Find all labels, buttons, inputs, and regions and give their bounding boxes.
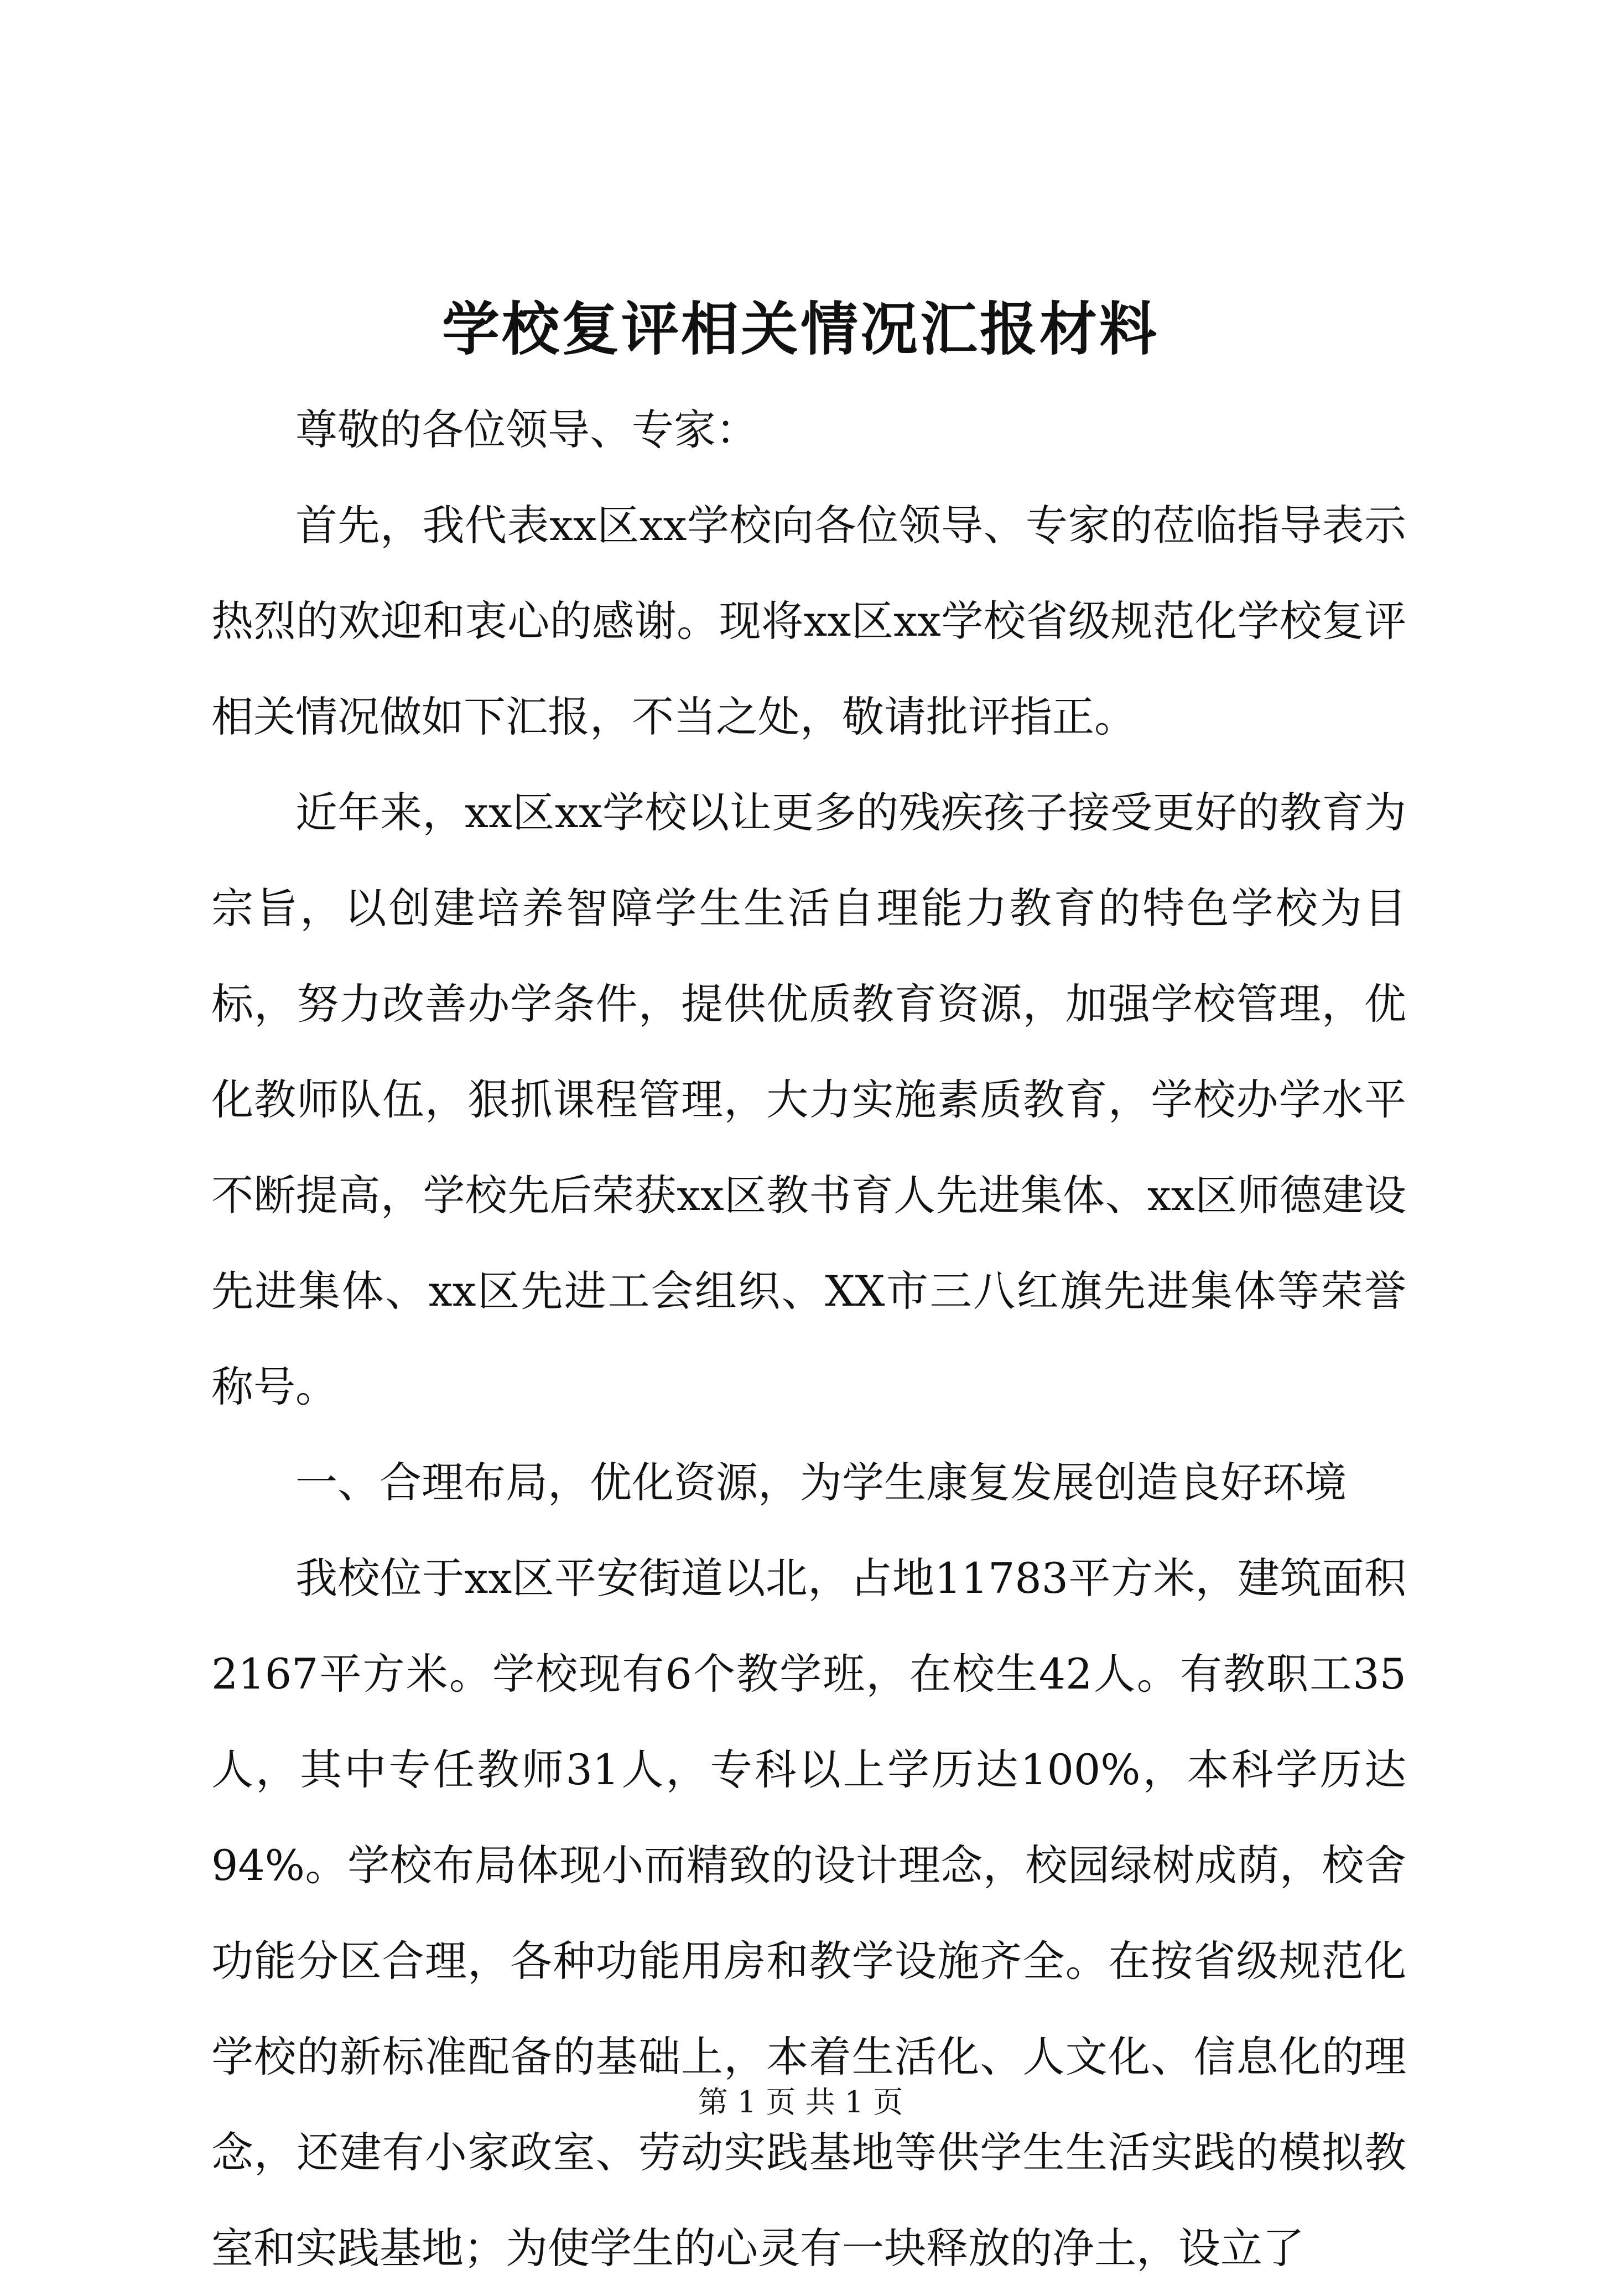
intro-paragraph: 首先，我代表xx区xx学校向各位领导、专家的莅临指导表示热烈的欢迎和衷心的感谢。现将xx区xx学校省级规范化学校复评相关情况做如下汇报，不当之处，敬请批评指正。 [211,501,1406,741]
document-title: 学校复评相关情况汇报材料 [441,295,1159,363]
document-body [211,382,1406,2296]
salutation-paragraph: 尊敬的各位领导、专家： [295,405,758,454]
section-heading: 一、合理布局，优化资源，为学生康复发展创造良好环境 [295,1458,1347,1507]
section-paragraph: 我校位于xx区平安街道以北，占地11783平方米，建筑面积2167平方米。学校现有6个教学班，在校生42人。有教职工35人，其中专任教师31人，专科以上学历达100%，本科学历达94%。学校布局体现小而精致的设计理念，校园绿树成荫，校舍功能分区合理，各种功能用房和教学设施齐全。在按省级规范化学校的新标准配备的基础上，本着生活化、人文化、信息化的理念，还建有小家政室、劳动实践基地等供学生生活实践的模拟教室和实践基地；为使学生的心灵有一块释放的净土，设立了 [211,1554,1406,2273]
overview-paragraph: 近年来，xx区xx学校以让更多的残疾孩子接受更好的教育为宗旨，以创建培养智障学生生活自理能力教育的特色学校为目标，努力改善办学条件，提供优质教育资源，加强学校管理，优化教师队伍，狠抓课程管理，大力实施素质教育，学校办学水平不断提高，学校先后荣获xx区教书育人先进集体、xx区师德建设先进集体、xx区先进工会组织、XX市三八红旗先进集体等荣誉称号。 [211,788,1406,1411]
page-footer: 第 1 页 共 1 页 [698,2085,903,2120]
